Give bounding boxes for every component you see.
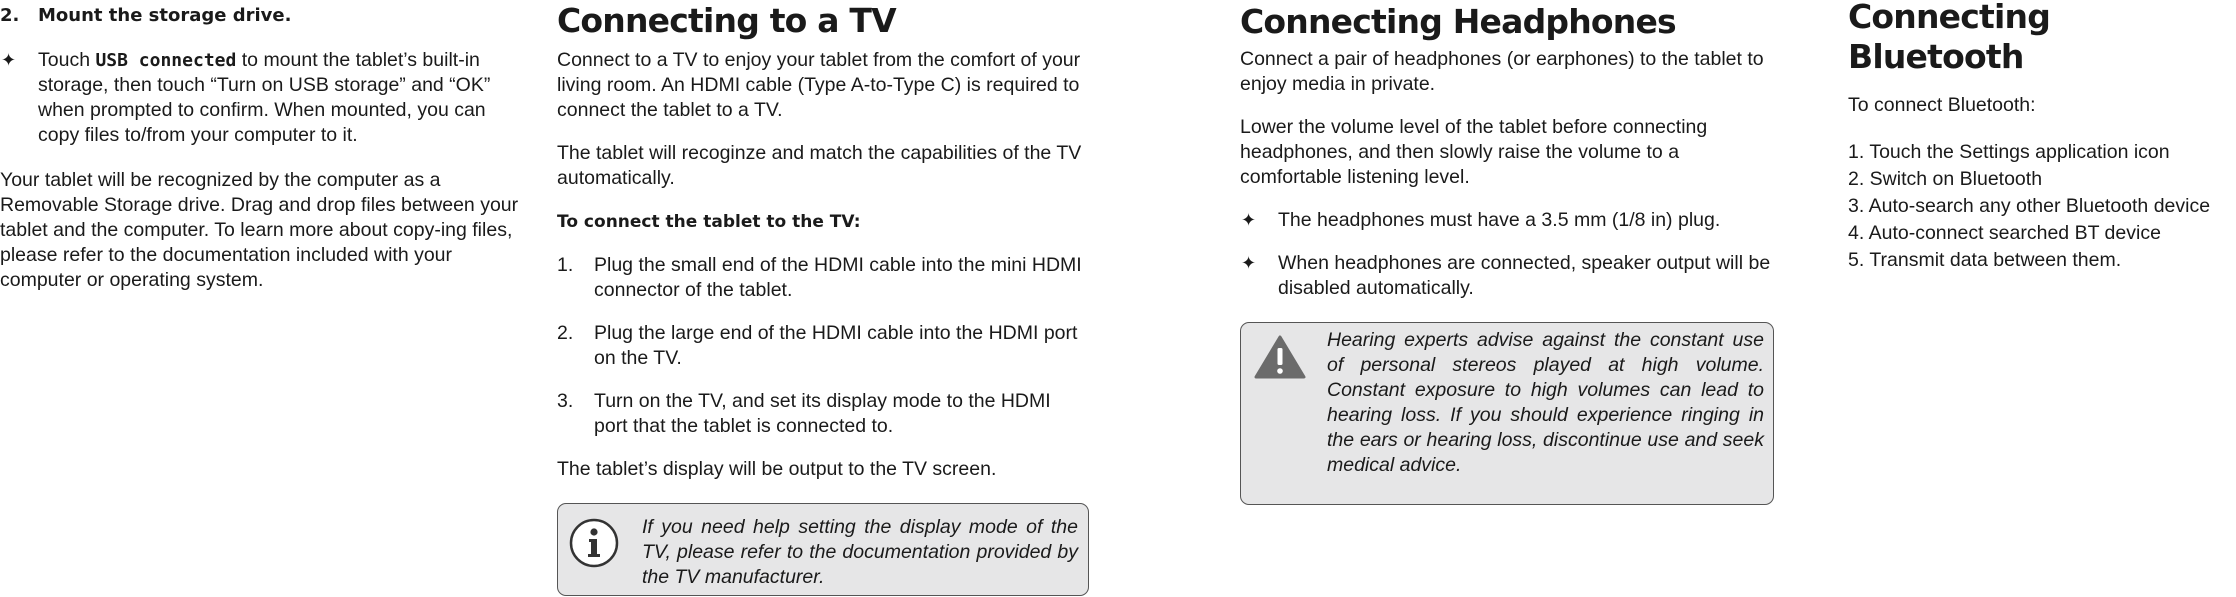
mount-bullet bbox=[0, 48, 525, 148]
usb-connected-command: USB connected bbox=[95, 50, 237, 71]
step-number: 1. bbox=[557, 254, 574, 276]
list-item: 5. Transmit data between them. bbox=[1848, 249, 2122, 271]
bullet-text: When headphones are connected, speaker output will be disabled automatically. bbox=[1278, 252, 1771, 299]
bluetooth-title: Connecting Bluetooth bbox=[1848, 0, 2051, 76]
tv-intro: Connect to a TV to enjoy your tablet from the comfort of your living room. An HDMI cable (Type A-to-Type C) is required to connect the tablet to a TV. bbox=[557, 49, 1081, 121]
tv-capabilities-paragraph: The tablet will recoginze and match the capabilities of the TV automatically. bbox=[557, 142, 1082, 189]
bullet-star-icon: ✦ bbox=[1241, 210, 1257, 230]
warning-text: Hearing experts advise against the constant use of personal stereos played at high volume. Constant exposure to high volumes can lead to hearing loss. If you should experience ringing in the ears or hearing loss, discontinue use and seek medical advice. bbox=[1327, 329, 1764, 476]
tv-steps-heading: To connect the tablet to the TV: bbox=[557, 212, 861, 232]
bullet-star-icon: ✦ bbox=[1, 50, 17, 70]
tv-step bbox=[557, 253, 1089, 303]
tv-section bbox=[557, 0, 1089, 588]
list-item: 1. Touch the Settings application icon bbox=[1848, 141, 2170, 163]
step-text: Plug the small end of the HDMI cable into the mini HDMI connector of the tablet. bbox=[594, 254, 1082, 301]
headphones-section bbox=[1240, 0, 1774, 476]
touch-rest: to mount the tablet’s built-in storage, then touch “Turn on USB storage” and “OK” when prompted to confirm. When mounted, you can copy files to/from your computer to it. bbox=[38, 49, 491, 146]
mount-instructions bbox=[38, 48, 525, 148]
tv-step bbox=[557, 321, 1089, 371]
tv-info-note bbox=[557, 503, 1089, 596]
touch-prefix: Touch bbox=[38, 49, 96, 71]
headphones-volume-paragraph: Lower the volume level of the tablet before connecting headphones, and then slowly raise the volume to a comfortable listening level. bbox=[1240, 116, 1708, 188]
step-number: 2. bbox=[0, 5, 20, 26]
storage-column bbox=[0, 0, 525, 293]
step-text: Turn on the TV, and set its display mode to the HDMI port that the tablet is connected to. bbox=[594, 390, 1051, 437]
list-item: 2. Switch on Bluetooth bbox=[1848, 168, 2043, 190]
bluetooth-intro: To connect Bluetooth: bbox=[1848, 94, 2036, 116]
list-item: 3. Auto-search any other Bluetooth device bbox=[1848, 195, 2211, 217]
headphones-bullet bbox=[1240, 208, 1774, 233]
bluetooth-section bbox=[1848, 0, 2236, 274]
list-item: 4. Auto-connect searched BT device bbox=[1848, 222, 2161, 244]
bullet-star-icon: ✦ bbox=[1241, 253, 1257, 273]
step-heading bbox=[0, 4, 525, 28]
bluetooth-steps bbox=[1848, 139, 2236, 274]
headphones-title: Connecting Headphones bbox=[1240, 2, 1676, 41]
info-icon bbox=[568, 517, 620, 569]
tv-output-paragraph: The tablet’s display will be output to the TV screen. bbox=[557, 458, 997, 480]
headphones-bullet bbox=[1240, 251, 1774, 301]
step-title: Mount the storage drive. bbox=[38, 5, 292, 26]
step-number: 3. bbox=[557, 390, 574, 412]
tv-step bbox=[557, 389, 1089, 439]
warning-icon bbox=[1251, 331, 1309, 383]
bullet-text: The headphones must have a 3.5 mm (1/8 in) plug. bbox=[1278, 209, 1721, 231]
hearing-warning-note bbox=[1240, 322, 1774, 505]
step-number: 2. bbox=[557, 322, 574, 344]
recognition-paragraph: Your tablet will be recognized by the computer as a Removable Storage drive. Drag and drop files between your tablet and the computer. To learn more about copy-ing files, please refer to the documentation included with your computer or operating system. bbox=[0, 169, 519, 291]
tv-title: Connecting to a TV bbox=[557, 1, 896, 40]
step-text: Plug the large end of the HDMI cable into the HDMI port on the TV. bbox=[594, 322, 1078, 369]
headphones-intro: Connect a pair of headphones (or earphones) to the tablet to enjoy media in private. bbox=[1240, 48, 1764, 95]
tv-note-text: If you need help setting the display mode of the TV, please refer to the documentation provided by the TV manufacturer. bbox=[642, 516, 1078, 588]
